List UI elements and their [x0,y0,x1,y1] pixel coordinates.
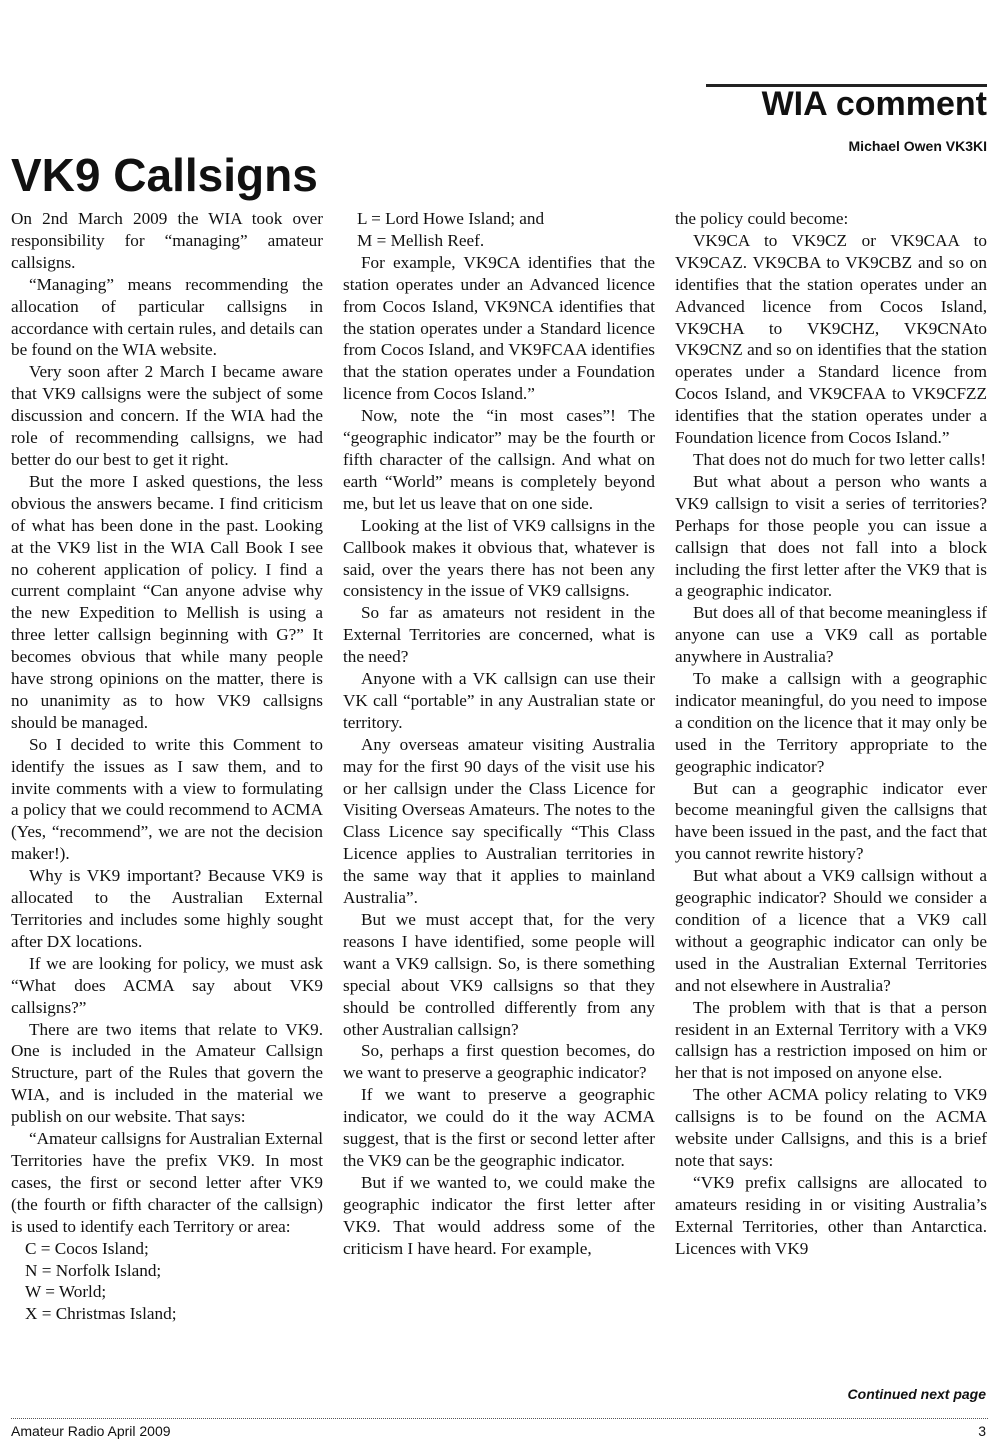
paragraph: The problem with that is that a person resident in an External Territory with a VK9 callsign has a restriction imposed on him or her that is not imposed on anyone else. [675,997,987,1083]
territory-item: M = Mellish Reef. [357,230,485,250]
paragraph: “Managing” means recommending the allocation of particular callsigns in accordance with certain rules, and details can be found on the WIA website. [11,274,323,360]
continued-note: Continued next page [847,1386,986,1402]
territory-item: W = World; [25,1282,107,1302]
paragraph: To make a callsign with a geographic indicator meaningful, do you need to impose a condition on the licence that it may only be used in the Territory appropriate to the geographic indicator? [675,669,987,776]
article-headline: VK9 Callsigns [11,149,318,201]
territory-item: N = Norfolk Island; [25,1260,162,1280]
territory-item: L = Lord Howe Island; and [357,209,545,228]
column-3 [675,208,987,1260]
paragraph: Why is VK9 important? Because VK9 is allocated to the Australian External Territories and includes some highly sought after DX locations. [11,866,323,951]
paragraph: That does not do much for two letter calls! [693,449,987,469]
paragraph: If we want to preserve a geographic indicator, we could do it the way ACMA suggest, that is the first or second letter after the VK9 can be the geographic indicator. [343,1085,655,1170]
publication-name: Amateur Radio April 2009 [11,1423,171,1439]
paragraph: So I decided to write this Comment to identify the issues as I saw them, and to invite comments with a view to formulating a policy that we could recommend to ACMA (Yes, “recommend”, we are not the decision maker!). [11,734,323,864]
paragraph: But we must accept that, for the very reasons I have identified, some people will want a VK9 callsign. So, is there something special about VK9 callsigns so that they should be controlled differently from any other Australian callsign? [343,910,655,1039]
paragraph: “VK9 prefix callsigns are allocated to amateurs residing in or visiting Australia’s External Territories, other than Antarctica. Licences with VK9 [675,1172,987,1258]
paragraph: Very soon after 2 March I became aware that VK9 callsigns were the subject of some discussion and concern. If the WIA had the role of recommending callsigns, we had better do our best to get it right. [11,362,323,469]
column-1 [11,208,323,1325]
paragraph: For example, VK9CA identifies that the station operates under an Advanced licence from Cocos Island, VK9NCA identifies that the station operates under a Standard licence from Cocos Island, and VK9FCAA identifies that the station operates under a Foundation licence from Cocos Island.” [343,252,655,404]
paragraph: Anyone with a VK callsign can use their VK call “portable” in any Australian state or territory. [343,669,655,732]
paragraph: But what about a person who wants a VK9 callsign to visit a series of territories? Perhaps for those people you can issue a callsign that does not fall into a block including the first letter after the VK9 that is a geographic indicator. [675,471,987,601]
paragraph: But the more I asked questions, the less obvious the answers became. I find criticism of what has been done in the past. Looking at the VK9 list in the WIA Call Book I see no coherent application of policy. I find a current complaint “Can anyone advise why the new Expedition to Mellish is using a three letter callsign beginning with G?” It becomes obvious that while many people have strong opinions on the matter, there is no unanimity as to how VK9 callsigns should be managed. [11,471,323,732]
paragraph: If we are looking for policy, we must ask “What does ACMA say about VK9 callsigns?” [11,953,323,1017]
paragraph: Looking at the list of VK9 callsigns in the Callbook makes it obvious that, whatever is said, over the years there has not been any consistency in the issue of VK9 callsigns. [343,515,655,601]
paragraph: But does all of that become meaningless if anyone can use a VK9 call as portable anywhere in Australia? [675,603,987,667]
paragraph: The other ACMA policy relating to VK9 callsigns is to be found on the ACMA website under Callsigns, and this is a brief note that says: [675,1085,987,1170]
paragraph: So, perhaps a first question becomes, do we want to preserve a geographic indicator? [343,1041,655,1083]
footer-rule [11,1418,988,1419]
section-title: WIA comment [761,85,987,123]
territory-item: C = Cocos Island; [25,1238,149,1258]
page-number: 3 [978,1423,986,1439]
paragraph: Now, note the “in most cases”! The “geographic indicator” may be the fourth or fifth character of the callsign. And what on earth “World” means is completely beyond me, but let us leave that on one side. [343,406,655,513]
paragraph: But if we wanted to, we could make the geographic indicator the first letter after VK9. That would address some of the criticism I have heard. For example, [343,1172,655,1258]
author-byline: Michael Owen VK3KI [848,138,987,154]
paragraph: So far as amateurs not resident in the External Territories are concerned, what is the need? [343,603,655,667]
territory-item: X = Christmas Island; [25,1304,177,1324]
paragraph: There are two items that relate to VK9. One is included in the Amateur Callsign Structure, part of the Rules that govern the WIA, and is included in the material we publish on our website. That says: [11,1019,323,1127]
paragraph: the policy could become: [675,209,849,228]
paragraph: VK9CA to VK9CZ or VK9CAA to VK9CAZ. VK9CBA to VK9CBZ and so on identifies that the station operates under an Advanced licence from Cocos Island, VK9CHA to VK9CHZ, VK9CNAto VK9CNZ and so on identifies that the station operates under a Standard licence from Cocos Island, and VK9CFAA to VK9CFZZ identifies that the station operates under a Foundation licence from Cocos Island.” [675,230,987,448]
paragraph: But what about a VK9 callsign without a geographic indicator? Should we consider a condition of a licence that a VK9 call without a geographic indicator can only be used in the Australian External Territories and not elsewhere in Australia? [675,866,987,995]
paragraph: On 2nd March 2009 the WIA took over responsibility for “managing” amateur callsigns. [11,209,323,272]
column-2 [343,208,655,1260]
paragraph: Any overseas amateur visiting Australia may for the first 90 days of the visit use his or her callsign under the Class Licence for Visiting Overseas Amateurs. The notes to the Class Licence say specifically “This Class Licence applies to Australian territories in the same way that it applies to mainland Australia”. [343,734,655,908]
paragraph: “Amateur callsigns for Australian External Territories have the prefix VK9. In most cases, the first or second letter after VK9 (the fourth or fifth character of the callsign) is used to identify each Territory or area: [11,1129,323,1236]
paragraph: But can a geographic indicator ever become meaningful given the callsigns that have been issued in the past, and the fact that you cannot rewrite history? [675,778,987,864]
